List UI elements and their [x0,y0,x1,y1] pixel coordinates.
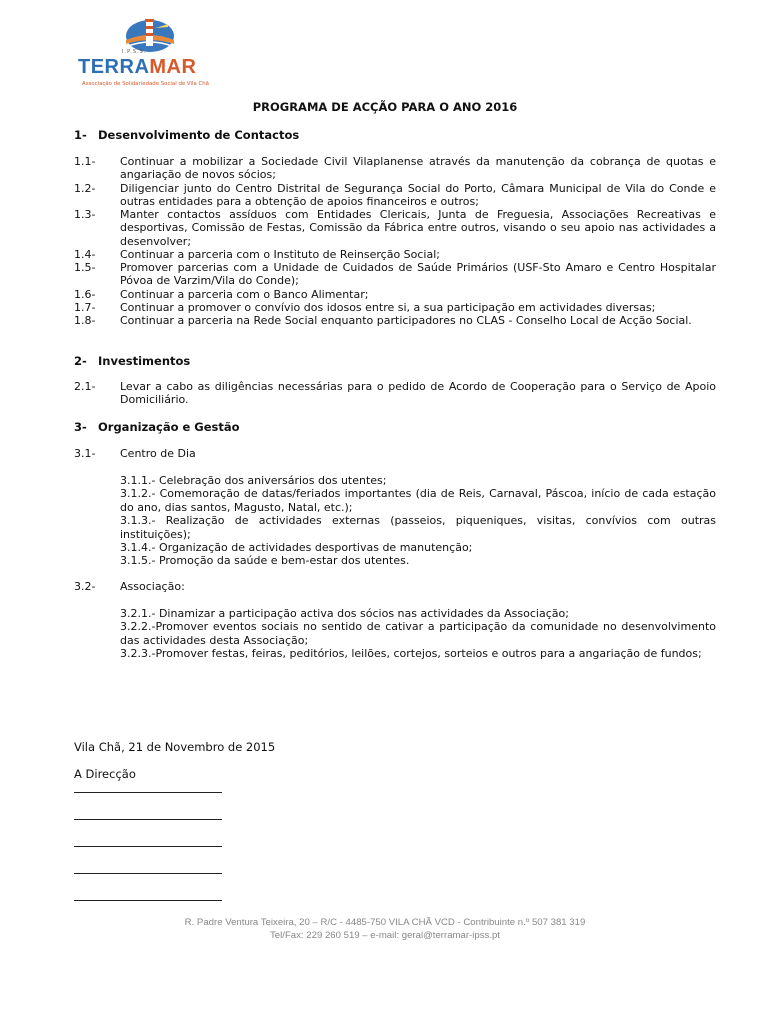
list-item [74,447,716,460]
section2-title: Investimentos [98,354,191,368]
item-text: Continuar a promover o convívio dos idosos entre si, a sua participação em actividades diversas; [120,301,656,314]
list-item [74,155,716,182]
section1-number: 1- [74,128,87,142]
subitem: 3.1.3.- Realização de actividades externas (passeios, piqueniques, visitas, convívios com outras instituições); [120,514,716,541]
signature-line [74,846,222,847]
logo-name-part2: MAR [149,56,197,78]
subitem: 3.1.2.- Comemoração de datas/feriados importantes (dia de Reis, Carnaval, Páscoa, início de cada estação do ano, dias santos, Magusto, Natal, etc.); [120,487,716,514]
item-text: Diligenciar junto do Centro Distrital de Segurança Social do Porto, Câmara Municipal de Vila do Conde e outras entidades para a obtenção de apoios financeiros e outros; [120,182,716,209]
centro-de-dia-subitems [120,474,716,568]
item-text: Continuar a parceria na Rede Social enquanto participadores no CLAS - Conselho Local de Acção Social. [120,314,692,327]
item-number: 1.6- [74,288,96,301]
list-item [74,380,716,407]
item-number: 1.8- [74,314,96,327]
section1-heading [74,128,299,142]
section2-number: 2- [74,354,87,368]
list-item [74,182,716,209]
section2-heading [74,354,190,368]
subitem: 3.1.5.- Promoção da saúde e bem-estar dos utentes. [120,554,410,568]
item-text: Promover parcerias com a Unidade de Cuidados de Saúde Primários (USF-Sto Amaro e Centro Hospitalar Póvoa de Varzim/Vila do Conde); [120,261,716,288]
subitem: 3.1.4.- Organização de actividades desportivas de manutenção; [120,541,473,555]
item-number: 1.2- [74,182,96,195]
document-title: PROGRAMA DE ACÇÃO PARA O ANO 2016 [252,100,518,114]
footer [0,917,770,942]
item-number: 3.1- [74,447,96,460]
item-number: 3.2- [74,580,96,593]
item-text: Continuar a mobilizar a Sociedade Civil Vilaplanense através da manutenção da cobrança de quotas e angariação de novos sócios; [120,155,716,182]
signature-label: A Direcção [74,767,136,781]
section3-number: 3- [74,420,87,434]
associacao-subitems [120,607,716,661]
logo-ipss: I.P.S.S. [122,49,147,55]
item-number: 1.7- [74,301,96,314]
item-number: 1.5- [74,261,96,274]
section1-title: Desenvolvimento de Contactos [98,128,300,142]
subitem: 3.2.1.- Dinamizar a participação activa dos sócios nas actividades da Associação; [120,607,569,620]
list-item [74,580,716,593]
logo-tagline: Associação de Solidariedade Social de Vila Chã [82,81,209,87]
subitem: 3.1.1.- Celebração dos aniversários dos utentes; [120,474,387,487]
list-item [74,208,716,248]
signature-line [74,900,222,901]
footer-contacts: Tel/Fax: 229 260 519 – e-mail: geral@terramar-ipss.pt [270,929,500,941]
logo-wordmark [78,56,196,79]
list-item [74,261,716,288]
list-item [74,301,716,314]
item-number: 1.4- [74,248,96,261]
item-text: Manter contactos assíduos com Entidades Clericais, Junta de Freguesia, Associações Recreativas e desportivas, Comissão de Festas, Comissão da Fábrica entre outros, visando o seu apoio nas actividades a desenvolver; [120,208,716,248]
signature-line [74,792,222,793]
section3-title: Organização e Gestão [98,420,240,434]
item-number: 1.1- [74,155,96,168]
subitem: 3.2.3.-Promover festas, feiras, peditórios, leilões, cortejos, sorteios e outros para a angariação de fundos; [120,647,702,661]
list-item [74,288,716,301]
place-date: Vila Chã, 21 de Novembro de 2015 [74,740,276,754]
signature-line [74,819,222,820]
item-number: 2.1- [74,380,96,393]
item-text: Continuar a parceria com o Banco Alimentar; [120,288,369,301]
item-number: 1.3- [74,208,96,221]
list-item [74,314,716,327]
list-item [74,248,716,261]
signature-line [74,873,222,874]
item-text: Continuar a parceria com o Instituto de Reinserção Social; [120,248,440,261]
terramar-logo [78,14,228,94]
section3-heading [74,420,240,434]
item-text: Levar a cabo as diligências necessárias para o pedido de Acordo de Cooperação para o Serviço de Apoio Domiciliário. [120,380,716,407]
item-text: Associação: [120,580,185,593]
subitem: 3.2.2.-Promover eventos sociais no sentido de cativar a participação da comunidade no desenvolvimento das actividades desta Associação; [120,620,716,647]
lighthouse-logo-icon [78,14,228,54]
footer-address: R. Padre Ventura Teixeira, 20 – R/C - 4485-750 VILA CHÃ VCD - Contribuinte n.º 507 381 319 [184,917,586,928]
logo-name-part1: TERRA [78,56,150,78]
item-text: Centro de Dia [120,447,196,460]
